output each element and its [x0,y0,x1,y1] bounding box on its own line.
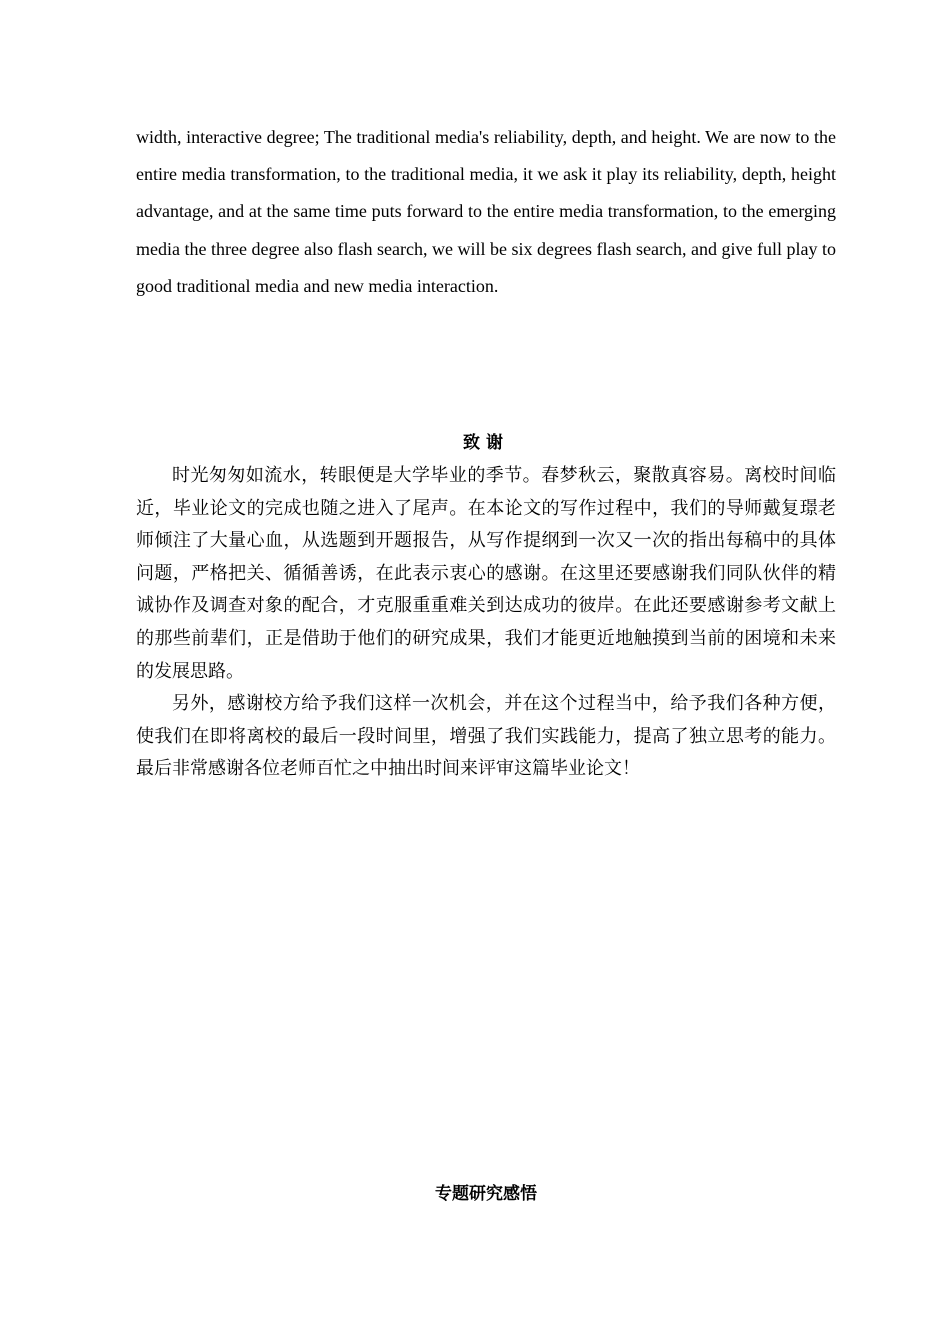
acknowledgement-title: 致谢 [463,433,509,453]
acknowledgement-body [136,460,836,786]
acknowledgement-paragraph: 另外，感谢校方给予我们这样一次机会，并在这个过程当中，给予我们各种方便，使我们在即将离校的最后一段时间里，增强了我们实践能力，提高了独立思考的能力。最后非常感谢各位老师百忙之中抽出时间来评审这篇毕业论文！ [136,693,836,780]
english-abstract-paragraph: width, interactive degree; The traditional media's reliability, depth, and height. We are now to the entire media transformation, to the traditional media, it we ask it play its reliability, depth, height advantage, and at the same time puts forward to the entire media transformation, to the emerging media the three degree also flash search, we will be six degrees flash search, and give full play to good traditional media and new media interaction. [136,127,836,296]
acknowledgement-paragraph: 时光匆匆如流水，转眼便是大学毕业的季节。春梦秋云，聚散真容易。离校时间临近，毕业论文的完成也随之进入了尾声。在本论文的写作过程中，我们的导师戴复璟老师倾注了大量心血，从选题到开题报告，从写作提纲到一次又一次的指出每稿中的具体问题，严格把关、循循善诱，在此表示衷心的感谢。在这里还要感谢我们同队伙伴的精诚协作及调查对象的配合，才克服重重难关到达成功的彼岸。在此还要感谢参考文献上的那些前辈们，正是借助于他们的研究成果，我们才能更近地触摸到当前的困境和未来的发展思路。 [136,465,836,682]
section-heading-research-reflection: 专题研究感悟 [435,1184,537,1204]
